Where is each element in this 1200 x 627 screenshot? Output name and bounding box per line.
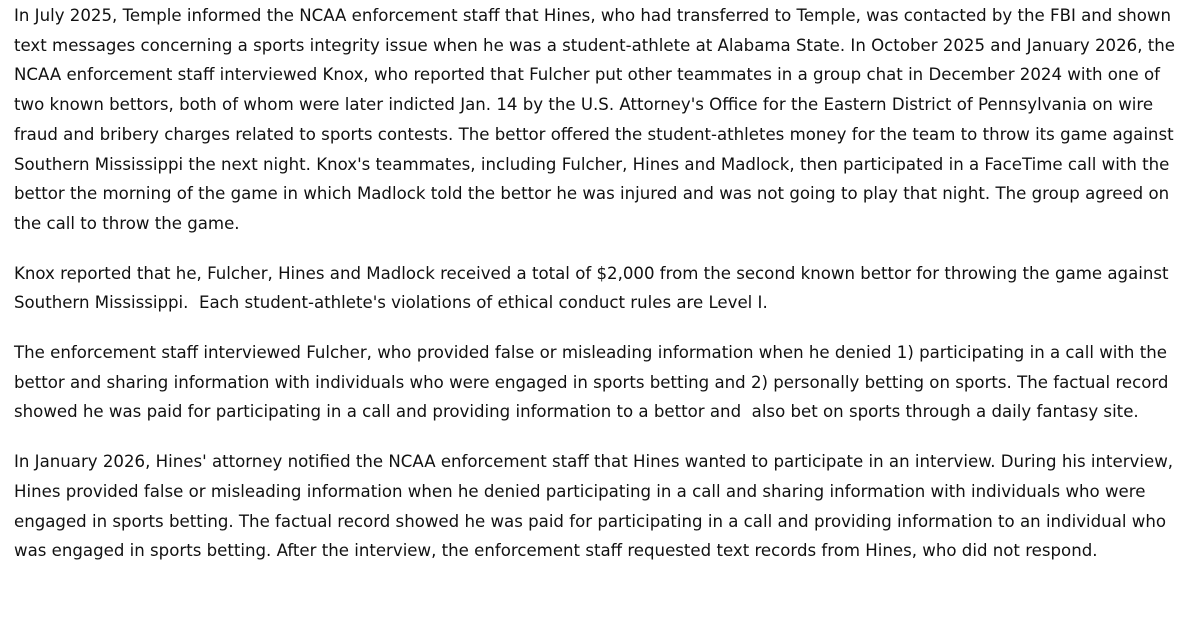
- paragraph-temple-fbi-report: In July 2025, Temple informed the NCAA enforcement staff that Hines, who had transferred to Temple, was contacted by the FBI and shown text messages concerning a sports integrity issue when he was a student-athlete at Alabama State. In October 2025 and January 2026, the NCAA enforcement staff interviewed Knox, who reported that Fulcher put other teammates in a group chat in December 2024 with one of two known bettors, both of whom were later indicted Jan. 14 by the U.S. Attorney's Office for the Eastern District of Pennsylvania on wire fraud and bribery charges related to sports contests. The bettor offered the student-athletes money for the team to throw its game against Southern Mississippi the next night. Knox's teammates, including Fulcher, Hines and Madlock, then participated in a FaceTime call with the bettor the morning of the game in which Madlock told the bettor he was injured and was not going to play that night. The group agreed on the call to throw the game.: [14, 6, 1181, 233]
- paragraph-knox-payment: Knox reported that he, Fulcher, Hines and Madlock received a total of $2,000 from the second known bettor for throwing the game against Southern Mississippi. Each student-athlete's violations of ethical conduct rules are Level I.: [14, 263, 1174, 313]
- paragraph-fulcher-interview: The enforcement staff interviewed Fulcher, who provided false or misleading information when he denied 1) participating in a call with the bettor and sharing information with individuals who were engaged in sports betting and 2) personally betting on sports. The factual record showed he was paid for participating in a call and providing information to a bettor and also bet on sports through a daily fantasy site.: [14, 343, 1174, 422]
- paragraph-hines-interview: In January 2026, Hines' attorney notified the NCAA enforcement staff that Hines wanted to participate in an interview. During his interview, Hines provided false or misleading information when he denied participating in a call and sharing information with individuals who were engaged in sports betting. The factual record showed he was paid for participating in a call and providing information to an individual who was engaged in sports betting. After the interview, the enforcement staff requested text records from Hines, who did not respond.: [14, 452, 1179, 561]
